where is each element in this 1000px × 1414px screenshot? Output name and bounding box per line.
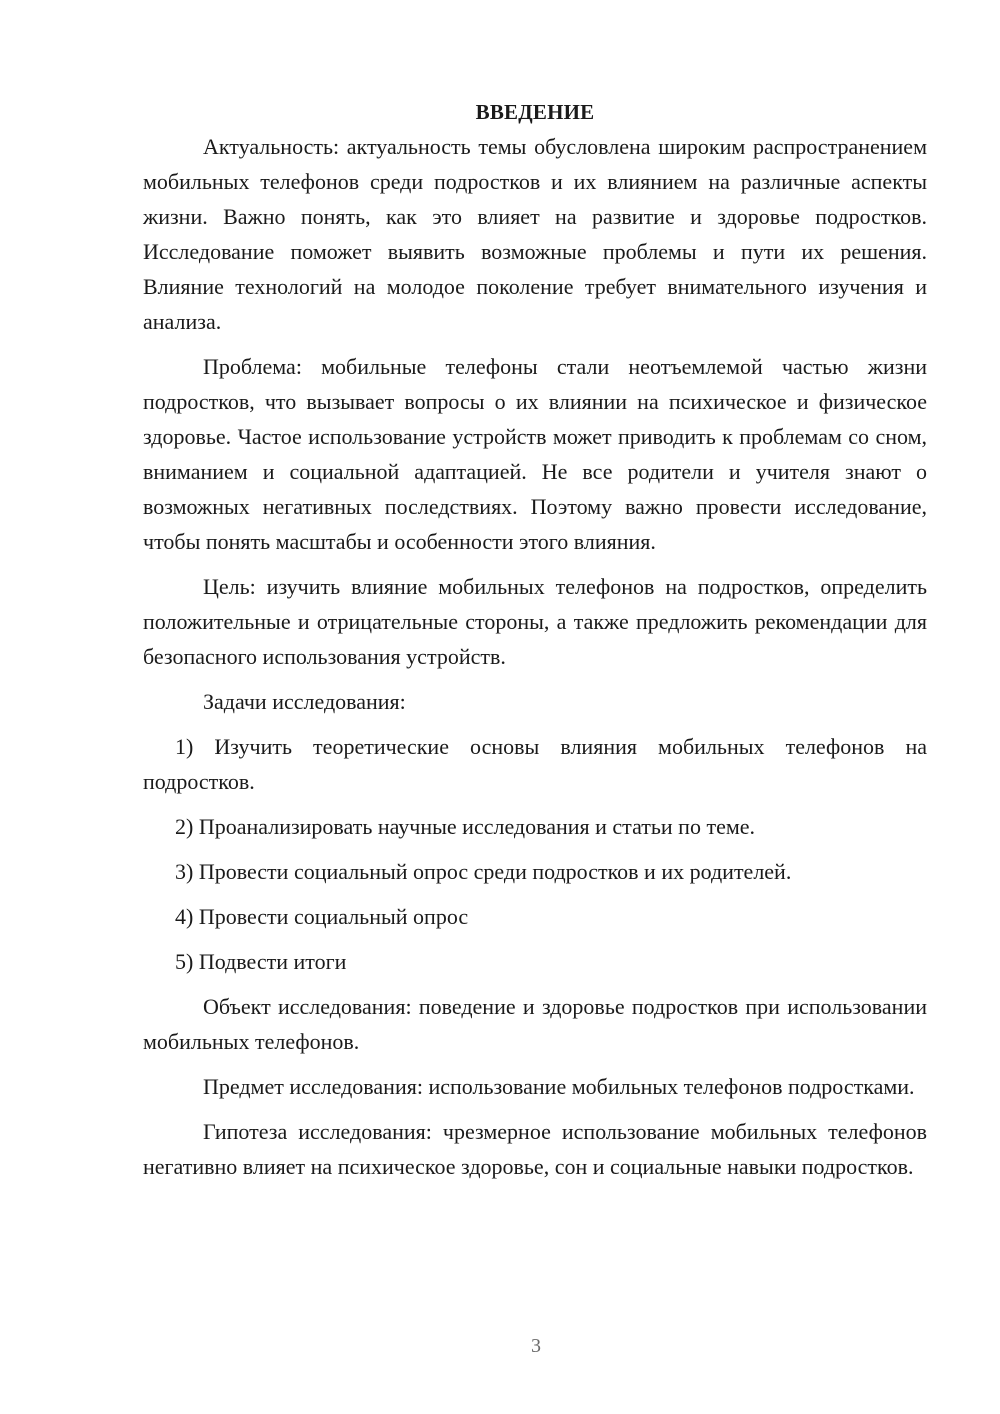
task-item-4: 4) Провести социальный опрос [175, 904, 469, 929]
task-item-3: 3) Провести социальный опрос среди подростков и их родителей. [175, 859, 792, 884]
paragraph-goal: Цель: изучить влияние мобильных телефонов на подростков, определить положительные и отрицательные стороны, а также предложить рекомендации для безопасного использования устройств. [143, 574, 927, 669]
page-title: ВВЕДЕНИЕ [475, 100, 595, 124]
page-content [143, 95, 927, 1194]
paragraph-problem: Проблема: мобильные телефоны стали неотъемлемой частью жизни подростков, что вызывает вопросы о их влиянии на психическое и физическое здоровье. Частое использование устройств может приводить к проблемам со сном, вниманием и социальной адаптацией. Не все родители и учителя знают о возможных негативных последствиях. Поэтому важно провести исследование, чтобы понять масштабы и особенности этого влияния. [143, 354, 927, 554]
paragraph-hypothesis: Гипотеза исследования: чрезмерное использование мобильных телефонов негативно влияет на психическое здоровье, сон и социальные навыки подростков. [143, 1119, 927, 1179]
task-item-1: 1) Изучить теоретические основы влияния мобильных телефонов на подростков. [143, 734, 927, 794]
paragraph-subject: Предмет исследования: использование мобильных телефонов подростками. [203, 1074, 915, 1099]
task-item-5: 5) Подвести итоги [175, 949, 347, 974]
task-item-2: 2) Проанализировать научные исследования и статьи по теме. [175, 814, 756, 839]
page-number: 3 [531, 1335, 541, 1357]
paragraph-relevance: Актуальность: актуальность темы обусловлена широким распространением мобильных телефонов среди подростков и их влиянием на различные аспекты жизни. Важно понять, как это влияет на развитие и здоровье подростков. Исследование поможет выявить возможные проблемы и пути их решения. Влияние технологий на молодое поколение требует внимательного изучения и анализа. [143, 134, 927, 334]
paragraph-object: Объект исследования: поведение и здоровье подростков при использовании мобильных телефонов. [143, 994, 927, 1054]
tasks-heading: Задачи исследования: [203, 689, 406, 714]
